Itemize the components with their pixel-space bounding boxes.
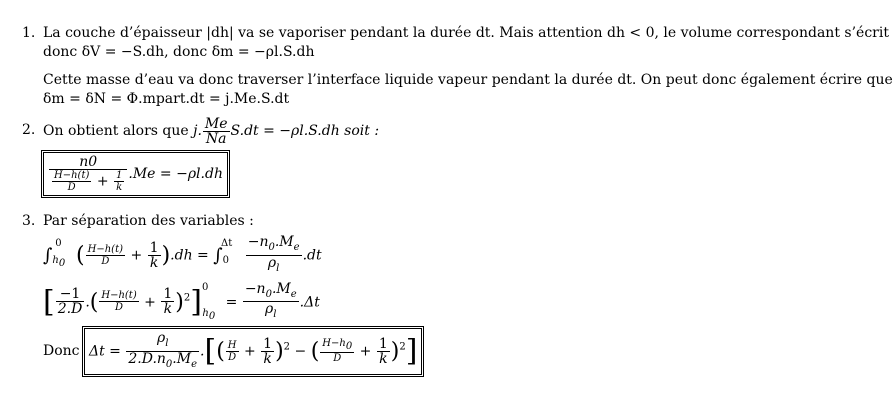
boxed-result-flux <box>43 152 228 196</box>
box-denominator: $\frac{H-h(t)}{D}$ + $\frac{1}{k}$ <box>49 169 127 193</box>
item-1-line-4: δm = δN = Φ.mpart.dt = j.Me.S.dt <box>43 91 290 107</box>
integral-equation: $\int_{h_0}^0$ ( $\frac{H-h(t)}{D}$ + $\frac{1}{k}$ )$.dh = \int_0^{\Delta t}$ $\frac{-n_0.M_e}{\rho_l}$ .dt <box>43 234 322 274</box>
integrated-equation: [ $\frac{-1}{2.D}$ .( $\frac{H-h(t)}{D}$ + $\frac{1}{k}$ )$^2$]$^0_{h_0}$ = $\frac{-n_0.M_e}{\rho_l}$ .Δt <box>43 280 320 322</box>
item-2-intro: On obtient alors que <box>43 123 189 139</box>
boxed-result-delta-t: Δt = $\frac{\rho_l}{2.D.n_0.M_e}$ .[( $\frac{H}{D}$ + $\frac{1}{k}$ )$^2$ − ( $\frac{H-h_0}{D}$ + $\frac{1}{k}$ )$^2$] <box>84 328 422 375</box>
item-number: 3. <box>22 213 36 229</box>
item-1-line-1: La couche d’épaisseur |dh| va se vaporiser pendant la durée dt. Mais attention dh < 0, le volume correspondant s’écrit <box>43 25 889 41</box>
item-1-line-2: donc δV = −S.dh, donc δm = −ρl.S.dh <box>43 44 315 60</box>
box-tail: .Me = −ρl.dh <box>128 166 223 182</box>
item-3-intro: Par séparation des variables : <box>43 213 254 229</box>
final-result <box>43 328 793 375</box>
donc-label: Donc <box>43 342 80 359</box>
me-over-na-fraction: $\frac{Me}{Na}$ <box>204 116 228 147</box>
item-number: 1. <box>22 25 36 41</box>
box-numerator: n0 <box>79 154 98 170</box>
item-2-line: On obtient alors que j. $\frac{Me}{Na}$ S.dt = −ρl.S.dh soit : <box>43 116 380 147</box>
item-number: 2. <box>22 122 36 138</box>
item-2-equation: S.dt = −ρl.S.dh soit : <box>230 123 380 139</box>
item-1-line-3: Cette masse d’eau va donc traverser l’interface liquide vapeur pendant la durée dt. On peut donc également écrire que <box>43 72 893 88</box>
